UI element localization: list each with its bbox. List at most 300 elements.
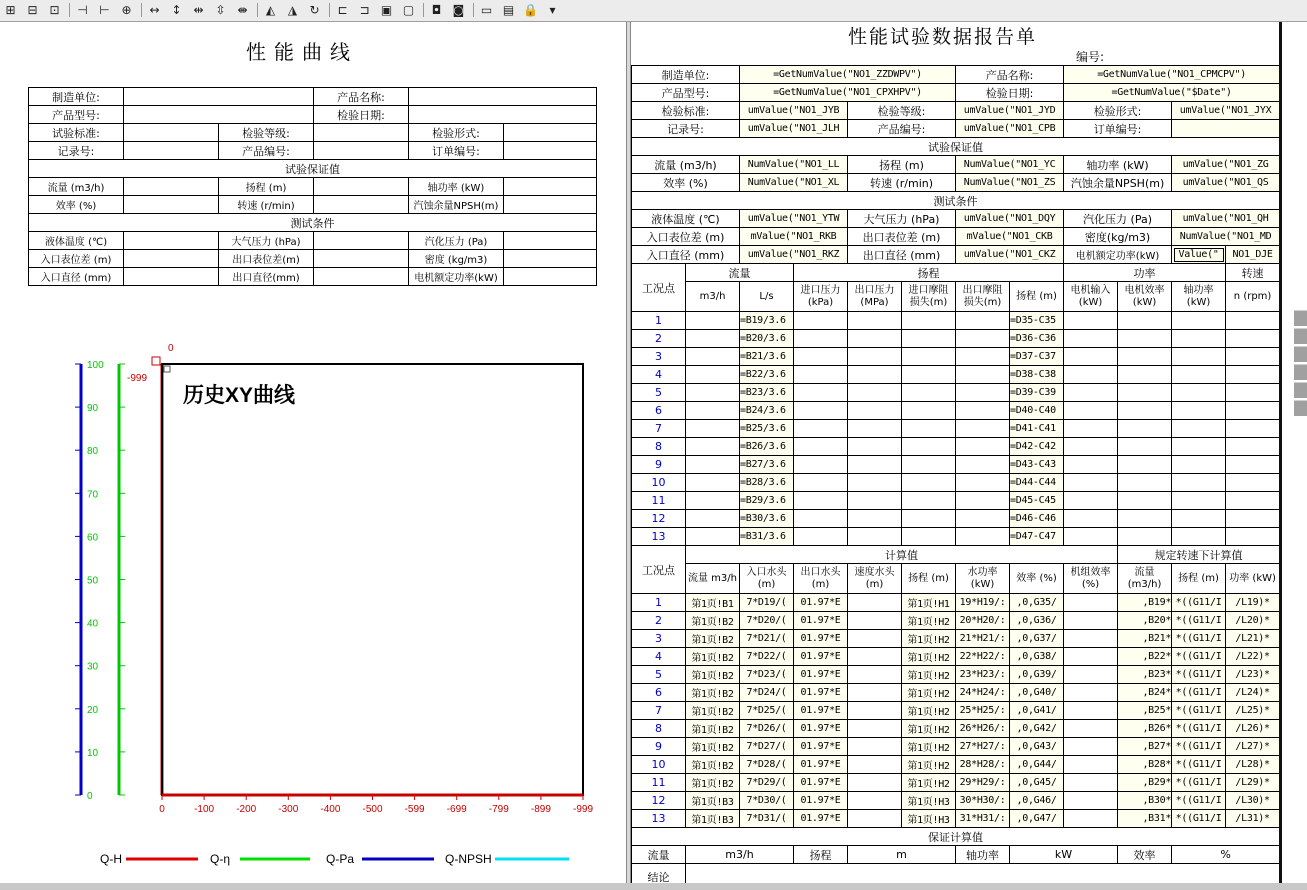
field-value[interactable] bbox=[124, 142, 219, 160]
formula-cell[interactable]: 第1页!H2 bbox=[902, 756, 956, 774]
formula-cell[interactable]: ,B19* bbox=[1118, 594, 1172, 612]
formula-cell[interactable]: 7*D22/( bbox=[740, 648, 794, 666]
data-cell[interactable] bbox=[794, 366, 848, 384]
formula-cell[interactable]: ,B25* bbox=[1118, 702, 1172, 720]
formula-cell[interactable]: 7*D26/( bbox=[740, 720, 794, 738]
data-cell[interactable] bbox=[1064, 702, 1118, 720]
formula-cell[interactable]: =D38-C38 bbox=[1010, 366, 1064, 384]
data-cell[interactable] bbox=[1172, 438, 1226, 456]
data-cell[interactable] bbox=[848, 312, 902, 330]
formula-cell[interactable]: NO1_DJE bbox=[1226, 246, 1280, 264]
formula-cell[interactable]: =GetNumValue("NO1_CPMCPV") bbox=[1064, 66, 1280, 84]
formula-cell[interactable]: 7*D25/( bbox=[740, 702, 794, 720]
data-cell[interactable] bbox=[1118, 528, 1172, 546]
scrollbar-segment[interactable] bbox=[1294, 400, 1307, 416]
formula-cell[interactable]: 01.97*E bbox=[794, 702, 848, 720]
data-cell[interactable] bbox=[794, 528, 848, 546]
data-cell[interactable] bbox=[1064, 474, 1118, 492]
formula-cell[interactable]: umValue("NO1_JYD bbox=[956, 102, 1064, 120]
formula-cell[interactable]: 7*D30/( bbox=[740, 792, 794, 810]
data-cell[interactable] bbox=[1118, 456, 1172, 474]
formula-cell[interactable]: 第1页!B1 bbox=[686, 594, 740, 612]
formula-cell[interactable]: ,0,G44/ bbox=[1010, 756, 1064, 774]
data-cell[interactable] bbox=[1064, 384, 1118, 402]
data-cell[interactable] bbox=[848, 420, 902, 438]
data-cell[interactable] bbox=[1172, 510, 1226, 528]
data-cell[interactable] bbox=[1172, 384, 1226, 402]
data-cell[interactable] bbox=[1226, 348, 1280, 366]
formula-cell[interactable]: =B23/3.6 bbox=[740, 384, 794, 402]
data-cell[interactable] bbox=[794, 510, 848, 528]
data-cell[interactable] bbox=[902, 348, 956, 366]
data-cell[interactable] bbox=[1118, 402, 1172, 420]
formula-cell[interactable]: 20*H20/: bbox=[956, 612, 1010, 630]
scrollbar-segment[interactable] bbox=[1294, 364, 1307, 380]
formula-cell[interactable]: 22*H22/: bbox=[956, 648, 1010, 666]
data-cell[interactable] bbox=[848, 630, 902, 648]
field-value[interactable] bbox=[504, 178, 597, 196]
data-cell[interactable] bbox=[902, 420, 956, 438]
formula-cell[interactable]: 7*D29/( bbox=[740, 774, 794, 792]
data-cell[interactable] bbox=[902, 438, 956, 456]
data-cell[interactable] bbox=[1064, 312, 1118, 330]
data-cell[interactable] bbox=[956, 312, 1010, 330]
formula-cell[interactable]: 29*H29/: bbox=[956, 774, 1010, 792]
formula-cell[interactable]: ,B26* bbox=[1118, 720, 1172, 738]
data-cell[interactable] bbox=[686, 492, 740, 510]
formula-cell[interactable]: Value(" bbox=[1172, 246, 1226, 264]
data-cell[interactable] bbox=[1064, 402, 1118, 420]
formula-cell[interactable]: =D43-C43 bbox=[1010, 456, 1064, 474]
data-cell[interactable] bbox=[848, 474, 902, 492]
data-cell[interactable] bbox=[1064, 630, 1118, 648]
data-cell[interactable] bbox=[848, 402, 902, 420]
data-cell[interactable] bbox=[1172, 348, 1226, 366]
formula-cell[interactable]: ,B23* bbox=[1118, 666, 1172, 684]
formula-cell[interactable]: *((G11/I bbox=[1172, 756, 1226, 774]
data-cell[interactable] bbox=[1226, 474, 1280, 492]
data-cell[interactable] bbox=[794, 312, 848, 330]
data-cell[interactable] bbox=[1226, 402, 1280, 420]
field-value[interactable] bbox=[314, 124, 409, 142]
data-cell[interactable] bbox=[956, 330, 1010, 348]
formula-cell[interactable]: 7*D23/( bbox=[740, 666, 794, 684]
window-icon[interactable]: ▭ bbox=[480, 3, 493, 17]
formula-cell[interactable]: =D39-C39 bbox=[1010, 384, 1064, 402]
group-icon[interactable]: ⊏ bbox=[337, 3, 348, 17]
data-cell[interactable] bbox=[794, 348, 848, 366]
formula-cell[interactable]: umValue("NO1_RKZ bbox=[740, 246, 848, 264]
snapshot-icon[interactable]: ▤ bbox=[502, 3, 515, 17]
data-cell[interactable] bbox=[1172, 402, 1226, 420]
formula-cell[interactable]: *((G11/I bbox=[1172, 792, 1226, 810]
formula-cell[interactable]: 第1页!B2 bbox=[686, 684, 740, 702]
formula-cell[interactable]: 7*D20/( bbox=[740, 612, 794, 630]
data-cell[interactable] bbox=[848, 330, 902, 348]
formula-cell[interactable]: 第1页!H3 bbox=[902, 792, 956, 810]
data-cell[interactable] bbox=[1226, 510, 1280, 528]
formula-cell[interactable]: 第1页!B2 bbox=[686, 738, 740, 756]
formula-cell[interactable]: NumValue("NO1_XL bbox=[740, 174, 848, 192]
scrollbar-segment[interactable] bbox=[1294, 310, 1307, 326]
formula-cell[interactable]: 30*H30/: bbox=[956, 792, 1010, 810]
formula-cell[interactable] bbox=[1172, 120, 1280, 138]
data-cell[interactable] bbox=[902, 402, 956, 420]
data-cell[interactable] bbox=[848, 384, 902, 402]
data-cell[interactable] bbox=[1172, 456, 1226, 474]
field-value[interactable] bbox=[504, 250, 597, 268]
data-cell[interactable] bbox=[1064, 456, 1118, 474]
data-cell[interactable] bbox=[1064, 720, 1118, 738]
data-cell[interactable] bbox=[956, 474, 1010, 492]
center-v-icon[interactable]: ⊢ bbox=[99, 3, 110, 17]
data-cell[interactable] bbox=[1226, 384, 1280, 402]
formula-cell[interactable]: mValue("NO1_RKB bbox=[740, 228, 848, 246]
formula-cell[interactable]: =D46-C46 bbox=[1010, 510, 1064, 528]
data-cell[interactable] bbox=[1064, 810, 1118, 828]
formula-cell[interactable]: =D41-C41 bbox=[1010, 420, 1064, 438]
data-cell[interactable] bbox=[1064, 420, 1118, 438]
data-cell[interactable] bbox=[1172, 528, 1226, 546]
data-cell[interactable] bbox=[794, 402, 848, 420]
flip-v-icon[interactable]: ◮ bbox=[287, 3, 298, 17]
formula-cell[interactable]: 25*H25/: bbox=[956, 702, 1010, 720]
data-cell[interactable] bbox=[902, 510, 956, 528]
data-cell[interactable] bbox=[1064, 684, 1118, 702]
formula-cell[interactable]: *((G11/I bbox=[1172, 810, 1226, 828]
data-cell[interactable] bbox=[794, 330, 848, 348]
formula-cell[interactable]: mValue("NO1_CKB bbox=[956, 228, 1064, 246]
align-middle-icon[interactable]: ⊟ bbox=[27, 3, 38, 17]
data-cell[interactable] bbox=[1064, 492, 1118, 510]
formula-cell[interactable]: 01.97*E bbox=[794, 666, 848, 684]
formula-cell[interactable]: /L29)* bbox=[1226, 774, 1280, 792]
formula-cell[interactable]: *((G11/I bbox=[1172, 648, 1226, 666]
formula-cell[interactable]: *((G11/I bbox=[1172, 720, 1226, 738]
field-value[interactable] bbox=[314, 178, 409, 196]
formula-cell[interactable]: 01.97*E bbox=[794, 720, 848, 738]
data-cell[interactable] bbox=[1118, 330, 1172, 348]
center-h-icon[interactable]: ⊣ bbox=[77, 3, 88, 17]
formula-cell[interactable]: 第1页!B2 bbox=[686, 666, 740, 684]
formula-cell[interactable]: ,0,G37/ bbox=[1010, 630, 1064, 648]
formula-cell[interactable]: =B19/3.6 bbox=[740, 312, 794, 330]
field-value[interactable] bbox=[124, 268, 219, 286]
field-value[interactable] bbox=[504, 124, 597, 142]
data-cell[interactable] bbox=[794, 474, 848, 492]
data-cell[interactable] bbox=[902, 312, 956, 330]
formula-cell[interactable]: 第1页!H3 bbox=[902, 810, 956, 828]
formula-cell[interactable]: 第1页!H2 bbox=[902, 684, 956, 702]
formula-cell[interactable]: =GetNumValue("NO1_CPXHPV") bbox=[740, 84, 956, 102]
formula-cell[interactable]: 第1页!B2 bbox=[686, 648, 740, 666]
field-value[interactable] bbox=[314, 196, 409, 214]
formula-cell[interactable]: 第1页!B2 bbox=[686, 774, 740, 792]
formula-cell[interactable]: 24*H24/: bbox=[956, 684, 1010, 702]
formula-cell[interactable]: ,0,G38/ bbox=[1010, 648, 1064, 666]
data-cell[interactable] bbox=[794, 456, 848, 474]
formula-cell[interactable]: ,0,G39/ bbox=[1010, 666, 1064, 684]
formula-cell[interactable]: ,B20* bbox=[1118, 612, 1172, 630]
formula-cell[interactable]: 第1页!B2 bbox=[686, 756, 740, 774]
data-cell[interactable] bbox=[848, 510, 902, 528]
formula-cell[interactable]: /L19)* bbox=[1226, 594, 1280, 612]
data-cell[interactable] bbox=[1172, 474, 1226, 492]
data-cell[interactable] bbox=[848, 492, 902, 510]
formula-cell[interactable]: 01.97*E bbox=[794, 756, 848, 774]
formula-cell[interactable]: /L26)* bbox=[1226, 720, 1280, 738]
formula-cell[interactable]: 第1页!B2 bbox=[686, 612, 740, 630]
data-cell[interactable] bbox=[848, 456, 902, 474]
data-cell[interactable] bbox=[794, 492, 848, 510]
data-cell[interactable] bbox=[848, 612, 902, 630]
data-cell[interactable] bbox=[848, 648, 902, 666]
formula-cell[interactable]: umValue("NO1_ZG bbox=[1172, 156, 1280, 174]
formula-cell[interactable]: NumValue("NO1_ZS bbox=[956, 174, 1064, 192]
formula-cell[interactable]: 21*H21/: bbox=[956, 630, 1010, 648]
formula-cell[interactable]: 01.97*E bbox=[794, 630, 848, 648]
data-cell[interactable] bbox=[1226, 312, 1280, 330]
formula-cell[interactable]: umValue("NO1_YTW bbox=[740, 210, 848, 228]
formula-cell[interactable]: 26*H26/: bbox=[956, 720, 1010, 738]
formula-cell[interactable]: /L22)* bbox=[1226, 648, 1280, 666]
data-cell[interactable] bbox=[1064, 774, 1118, 792]
data-cell[interactable] bbox=[956, 510, 1010, 528]
data-cell[interactable] bbox=[1118, 420, 1172, 438]
data-cell[interactable] bbox=[794, 420, 848, 438]
data-cell[interactable] bbox=[1064, 348, 1118, 366]
formula-cell[interactable]: /L28)* bbox=[1226, 756, 1280, 774]
data-cell[interactable] bbox=[848, 666, 902, 684]
data-cell[interactable] bbox=[686, 348, 740, 366]
formula-cell[interactable]: =B28/3.6 bbox=[740, 474, 794, 492]
data-cell[interactable] bbox=[1064, 666, 1118, 684]
data-cell[interactable] bbox=[902, 474, 956, 492]
data-cell[interactable] bbox=[902, 492, 956, 510]
data-cell[interactable] bbox=[1064, 612, 1118, 630]
data-cell[interactable] bbox=[1172, 366, 1226, 384]
data-cell[interactable] bbox=[848, 594, 902, 612]
same-width-icon[interactable]: ↔ bbox=[149, 3, 160, 17]
field-value[interactable] bbox=[314, 142, 409, 160]
data-cell[interactable] bbox=[794, 438, 848, 456]
formula-cell[interactable]: /L24)* bbox=[1226, 684, 1280, 702]
more-icon[interactable]: ▾ bbox=[549, 3, 556, 17]
formula-cell[interactable]: 第1页!B3 bbox=[686, 792, 740, 810]
forward-icon[interactable]: ◘ bbox=[431, 3, 442, 17]
field-value[interactable] bbox=[314, 250, 409, 268]
data-cell[interactable] bbox=[848, 810, 902, 828]
rotate-icon[interactable]: ↻ bbox=[309, 3, 320, 17]
formula-cell[interactable]: =B26/3.6 bbox=[740, 438, 794, 456]
data-cell[interactable] bbox=[956, 348, 1010, 366]
formula-cell[interactable]: 01.97*E bbox=[794, 810, 848, 828]
flip-h-icon[interactable]: ◭ bbox=[265, 3, 276, 17]
formula-cell[interactable]: 第1页!H2 bbox=[902, 702, 956, 720]
data-cell[interactable] bbox=[1226, 456, 1280, 474]
data-cell[interactable] bbox=[848, 774, 902, 792]
field-value[interactable] bbox=[504, 232, 597, 250]
data-cell[interactable] bbox=[848, 720, 902, 738]
field-value[interactable] bbox=[314, 268, 409, 286]
data-cell[interactable] bbox=[902, 366, 956, 384]
data-cell[interactable] bbox=[956, 366, 1010, 384]
formula-cell[interactable]: 7*D24/( bbox=[740, 684, 794, 702]
data-cell[interactable] bbox=[1118, 312, 1172, 330]
field-value[interactable] bbox=[504, 142, 597, 160]
v-space-icon[interactable]: ⇳ bbox=[215, 3, 226, 17]
formula-cell[interactable]: 23*H23/: bbox=[956, 666, 1010, 684]
data-cell[interactable] bbox=[956, 384, 1010, 402]
formula-cell[interactable]: *((G11/I bbox=[1172, 612, 1226, 630]
data-cell[interactable] bbox=[956, 438, 1010, 456]
data-cell[interactable] bbox=[1118, 366, 1172, 384]
formula-cell[interactable]: umValue("NO1_QS bbox=[1172, 174, 1280, 192]
data-cell[interactable] bbox=[686, 330, 740, 348]
formula-cell[interactable]: =D35-C35 bbox=[1010, 312, 1064, 330]
data-cell[interactable] bbox=[1226, 330, 1280, 348]
data-cell[interactable] bbox=[1118, 384, 1172, 402]
data-cell[interactable] bbox=[686, 402, 740, 420]
data-cell[interactable] bbox=[848, 684, 902, 702]
data-cell[interactable] bbox=[902, 456, 956, 474]
formula-cell[interactable]: ,B29* bbox=[1118, 774, 1172, 792]
data-cell[interactable] bbox=[1064, 792, 1118, 810]
field-value[interactable] bbox=[124, 124, 219, 142]
data-cell[interactable] bbox=[956, 528, 1010, 546]
same-height-icon[interactable]: ↕ bbox=[171, 3, 182, 17]
formula-cell[interactable]: 7*D28/( bbox=[740, 756, 794, 774]
horizontal-scrollbar[interactable] bbox=[0, 883, 1307, 890]
data-cell[interactable] bbox=[1118, 492, 1172, 510]
formula-cell[interactable]: /L23)* bbox=[1226, 666, 1280, 684]
formula-cell[interactable]: 第1页!H2 bbox=[902, 738, 956, 756]
field-value[interactable] bbox=[314, 232, 409, 250]
center-both-icon[interactable]: ⊕ bbox=[121, 3, 132, 17]
formula-cell[interactable]: =D45-C45 bbox=[1010, 492, 1064, 510]
formula-cell[interactable]: 第1页!B3 bbox=[686, 810, 740, 828]
formula-cell[interactable]: ,0,G41/ bbox=[1010, 702, 1064, 720]
formula-cell[interactable]: ,0,G40/ bbox=[1010, 684, 1064, 702]
data-cell[interactable] bbox=[1226, 528, 1280, 546]
data-cell[interactable] bbox=[794, 384, 848, 402]
data-cell[interactable] bbox=[848, 702, 902, 720]
data-cell[interactable] bbox=[848, 738, 902, 756]
align-bottom-icon[interactable]: ⊡ bbox=[49, 3, 60, 17]
formula-cell[interactable]: *((G11/I bbox=[1172, 774, 1226, 792]
data-cell[interactable] bbox=[1226, 420, 1280, 438]
formula-cell[interactable]: *((G11/I bbox=[1172, 594, 1226, 612]
send-back-icon[interactable]: ▢ bbox=[402, 3, 415, 17]
formula-cell[interactable]: 7*D31/( bbox=[740, 810, 794, 828]
formula-cell[interactable]: ,B30* bbox=[1118, 792, 1172, 810]
data-cell[interactable] bbox=[848, 438, 902, 456]
scrollbar-segment[interactable] bbox=[1294, 382, 1307, 398]
formula-cell[interactable]: =D44-C44 bbox=[1010, 474, 1064, 492]
formula-cell[interactable]: =B20/3.6 bbox=[740, 330, 794, 348]
formula-cell[interactable]: ,B28* bbox=[1118, 756, 1172, 774]
formula-cell[interactable]: umValue("NO1_JYX bbox=[1172, 102, 1280, 120]
formula-cell[interactable]: 01.97*E bbox=[794, 594, 848, 612]
data-cell[interactable] bbox=[1226, 366, 1280, 384]
data-cell[interactable] bbox=[1226, 438, 1280, 456]
formula-cell[interactable]: /L27)* bbox=[1226, 738, 1280, 756]
formula-cell[interactable]: umValue("NO1_QH bbox=[1172, 210, 1280, 228]
bring-front-icon[interactable]: ▣ bbox=[380, 3, 393, 17]
formula-cell[interactable]: *((G11/I bbox=[1172, 684, 1226, 702]
data-cell[interactable] bbox=[1226, 492, 1280, 510]
formula-cell[interactable]: NumValue("NO1_LL bbox=[740, 156, 848, 174]
formula-cell[interactable]: =GetNumValue("$Date") bbox=[1064, 84, 1280, 102]
formula-cell[interactable]: ,0,G36/ bbox=[1010, 612, 1064, 630]
formula-cell[interactable]: ,0,G43/ bbox=[1010, 738, 1064, 756]
formula-cell[interactable]: 7*D21/( bbox=[740, 630, 794, 648]
formula-cell[interactable]: =B30/3.6 bbox=[740, 510, 794, 528]
formula-cell[interactable]: /L30)* bbox=[1226, 792, 1280, 810]
formula-cell[interactable]: *((G11/I bbox=[1172, 630, 1226, 648]
formula-cell[interactable]: /L20)* bbox=[1226, 612, 1280, 630]
data-cell[interactable] bbox=[686, 456, 740, 474]
data-cell[interactable] bbox=[956, 402, 1010, 420]
formula-cell[interactable]: 28*H28/: bbox=[956, 756, 1010, 774]
data-cell[interactable] bbox=[1064, 756, 1118, 774]
formula-cell[interactable]: 19*H19/: bbox=[956, 594, 1010, 612]
formula-cell[interactable]: 7*D27/( bbox=[740, 738, 794, 756]
lock-icon[interactable]: 🔒 bbox=[523, 3, 538, 17]
field-value[interactable] bbox=[409, 106, 597, 124]
formula-cell[interactable]: ,B27* bbox=[1118, 738, 1172, 756]
data-cell[interactable] bbox=[1064, 330, 1118, 348]
formula-cell[interactable]: 第1页!H2 bbox=[902, 666, 956, 684]
scrollbar-segment[interactable] bbox=[1294, 328, 1307, 344]
data-cell[interactable] bbox=[1172, 312, 1226, 330]
data-cell[interactable] bbox=[848, 756, 902, 774]
data-cell[interactable] bbox=[686, 510, 740, 528]
formula-cell[interactable]: /L21)* bbox=[1226, 630, 1280, 648]
align-top-icon[interactable]: ⊞ bbox=[5, 3, 16, 17]
data-cell[interactable] bbox=[686, 366, 740, 384]
data-cell[interactable] bbox=[686, 474, 740, 492]
field-value[interactable] bbox=[124, 250, 219, 268]
field-value[interactable] bbox=[124, 178, 219, 196]
formula-cell[interactable]: 01.97*E bbox=[794, 684, 848, 702]
formula-cell[interactable]: 01.97*E bbox=[794, 612, 848, 630]
formula-cell[interactable]: /L31)* bbox=[1226, 810, 1280, 828]
formula-cell[interactable]: 27*H27/: bbox=[956, 738, 1010, 756]
data-cell[interactable] bbox=[1172, 492, 1226, 510]
field-value[interactable] bbox=[124, 88, 314, 106]
formula-cell[interactable]: =B25/3.6 bbox=[740, 420, 794, 438]
data-cell[interactable] bbox=[1064, 366, 1118, 384]
formula-cell[interactable]: 第1页!B2 bbox=[686, 630, 740, 648]
formula-cell[interactable]: 第1页!H2 bbox=[902, 774, 956, 792]
field-value[interactable] bbox=[124, 232, 219, 250]
field-value[interactable] bbox=[409, 88, 597, 106]
formula-cell[interactable]: =D47-C47 bbox=[1010, 528, 1064, 546]
formula-cell[interactable]: 01.97*E bbox=[794, 648, 848, 666]
data-cell[interactable] bbox=[1064, 510, 1118, 528]
formula-cell[interactable]: =B21/3.6 bbox=[740, 348, 794, 366]
formula-cell[interactable]: 01.97*E bbox=[794, 774, 848, 792]
formula-cell[interactable]: ,0,G45/ bbox=[1010, 774, 1064, 792]
vertical-scrollbar[interactable] bbox=[1292, 22, 1307, 890]
field-value[interactable] bbox=[124, 106, 314, 124]
data-cell[interactable] bbox=[1064, 438, 1118, 456]
formula-cell[interactable]: ,0,G47/ bbox=[1010, 810, 1064, 828]
formula-cell[interactable]: =B27/3.6 bbox=[740, 456, 794, 474]
data-cell[interactable] bbox=[1118, 348, 1172, 366]
formula-cell[interactable]: ,0,G42/ bbox=[1010, 720, 1064, 738]
